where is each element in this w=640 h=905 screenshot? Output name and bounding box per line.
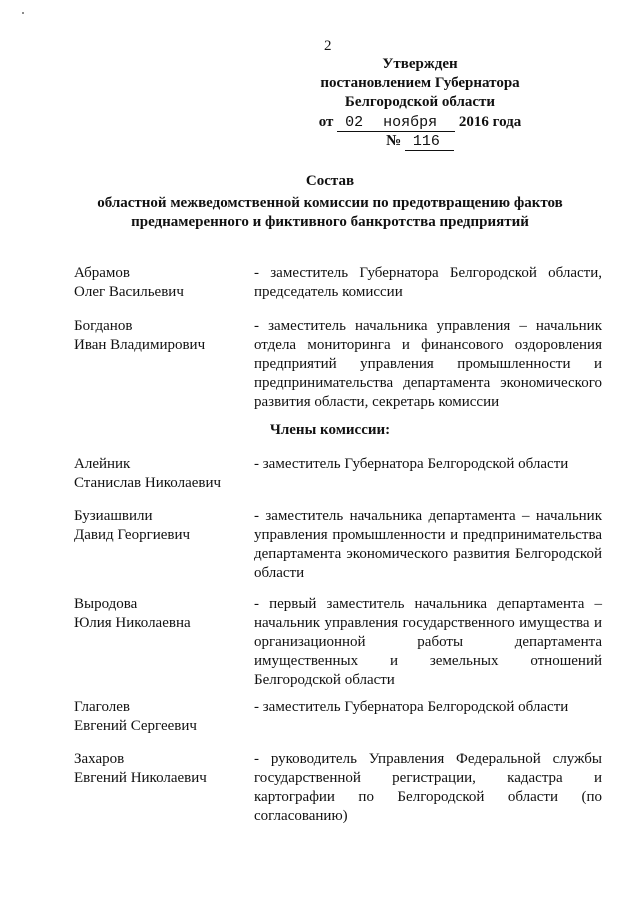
person-role: - заместитель Губернатора Белгородской области, председатель комиссии bbox=[254, 265, 602, 300]
person-name bbox=[74, 698, 244, 736]
person-role: - заместитель Губернатора Белгородской области bbox=[254, 699, 569, 715]
person-given-names: Давид Георгиевич bbox=[74, 527, 191, 543]
approval-line-2: постановлением Губернатора bbox=[320, 75, 520, 91]
title-line-1: Состав bbox=[305, 173, 355, 189]
person-role: - руководитель Управления Федеральной службы государственной регистрации, кадастра и картографии по Белгородской области (по согласованию) bbox=[254, 751, 602, 824]
person-name bbox=[74, 264, 244, 302]
person-given-names: Иван Владимирович bbox=[74, 337, 206, 353]
title-line-2: областной межведомственной комиссии по предотвращению фактов bbox=[97, 195, 563, 211]
person-surname: Глаголев bbox=[74, 699, 130, 715]
person-surname: Богданов bbox=[74, 318, 133, 334]
person-role: - заместитель начальника департамента – начальник управления промышленности и предпринимательства департамента экономического развития Белгородской области bbox=[254, 508, 602, 581]
person-surname: Бузиашвили bbox=[74, 508, 153, 524]
members-heading: Члены комиссии: bbox=[269, 422, 391, 438]
person-name bbox=[74, 595, 244, 633]
person-given-names: Евгений Николаевич bbox=[74, 770, 207, 786]
person-given-names: Олег Васильевич bbox=[74, 284, 184, 300]
person-role: - заместитель Губернатора Белгородской области bbox=[254, 456, 569, 472]
scan-speck bbox=[22, 12, 24, 14]
person-given-names: Евгений Сергеевич bbox=[74, 718, 197, 734]
approval-date bbox=[270, 113, 570, 132]
person-name bbox=[74, 455, 244, 493]
approval-stamp bbox=[270, 55, 570, 151]
document-title bbox=[60, 172, 600, 232]
date-prefix: от bbox=[318, 114, 334, 130]
person-name bbox=[74, 750, 244, 788]
date-year: 2016 года bbox=[458, 114, 522, 130]
person-given-names: Юлия Николаевна bbox=[74, 615, 191, 631]
date-day: 02 bbox=[337, 114, 371, 132]
date-month: ноября bbox=[371, 114, 455, 132]
approval-line-1: Утвержден bbox=[382, 56, 458, 72]
person-surname: Абрамов bbox=[74, 265, 130, 281]
person-given-names: Станислав Николаевич bbox=[74, 475, 222, 491]
title-line-3: преднамеренного и фиктивного банкротства предприятий bbox=[131, 214, 529, 230]
person-name bbox=[74, 317, 244, 355]
person-role: - заместитель начальника управления – начальник отдела мониторинга и финансового оздоровления предприятий управления промышленности и предпринимательства департамента экономического развития области, секретарь комиссии bbox=[254, 318, 602, 410]
person-name bbox=[74, 507, 244, 545]
person-surname: Захаров bbox=[74, 751, 125, 767]
person-surname: Алейник bbox=[74, 456, 131, 472]
approval-number bbox=[270, 132, 570, 151]
number-prefix: № bbox=[386, 133, 402, 149]
person-surname: Выродова bbox=[74, 596, 138, 612]
person-role: - первый заместитель начальника департамента – начальник управления государственного имущества и организационной работы департамента имущественных и земельных отношений Белгородской области bbox=[254, 596, 602, 688]
page-number: 2 bbox=[324, 38, 332, 54]
document-number: 116 bbox=[405, 133, 454, 151]
approval-line-3: Белгородской области bbox=[344, 94, 496, 110]
